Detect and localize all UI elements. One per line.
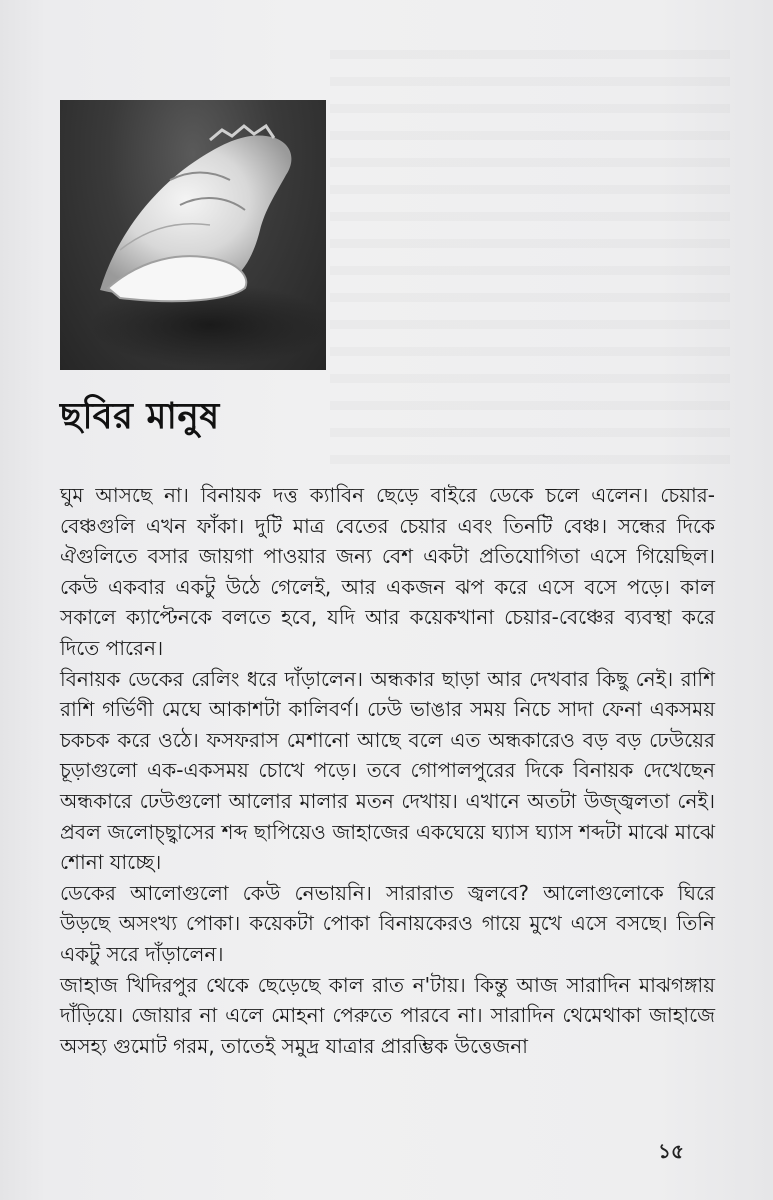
paragraph: ঘুম আসছে না। বিনায়ক দত্ত ক্যাবিন ছেড়ে বাইরে ডেকে চলে এলেন। চেয়ার-বেঞ্চগুলি এখন ফাঁকা। দুটি মাত্র বেতের চেয়ার এবং তিনটি বেঞ্চ। সন্ধের দিকে ঐগুলিতে বসার জায়গা পাওয়ার জন্য বেশ একটা প্রতিযোগিতা এসে গিয়েছিল। কেউ একবার একটু উঠে গেলেই, আর একজন ঝপ করে এসে বসে পড়ে। কাল সকালে ক্যাপ্টেনকে বলতে হবে, যদি আর কয়েকখানা চেয়ার-বেঞ্চের ব্যবস্থা করে দিতে পারেন।	[60, 483, 715, 660]
conch-shell-icon	[60, 100, 326, 370]
paragraph: বিনায়ক ডেকের রেলিং ধরে দাঁড়ালেন। অন্ধকার ছাড়া আর দেখবার কিছু নেই। রাশি রাশি গর্ভিণী মেঘে আকাশটা কালিবর্ণ। ঢেউ ভাঙার সময় নিচে সাদা ফেনা একসময় চকচক করে ওঠে। ফসফরাস মেশানো আছে বলে এত অন্ধকারেও বড় বড় ঢেউয়ের চূড়াগুলো এক-একসময় চোখে পড়ে। তবে গোপালপুরের দিকে বিনায়ক দেখেছেন অন্ধকারে ঢেউগুলো আলোর মালার মতন দেখায়। এখানে অতটা উজ্জ্বলতা নেই। প্রবল জলোচ্ছ্বাসের শব্দ ছাপিয়েও জাহাজের একঘেয়ে ঘ্যাস ঘ্যাস শব্দটা মাঝে মাঝে শোনা যাচ্ছে।	[60, 666, 715, 875]
paragraph: জাহাজ খিদিরপুর থেকে ছেড়েছে কাল রাত ন'টায়। কিন্তু আজ সারাদিন মাঝগঙ্গায় দাঁড়িয়ে। জোয়ার না এলে মোহনা পেরুতে পারবে না। সারাদিন থেমেথাকা জাহাজে অসহ্য গুমোট গরম, তাতেই সমুদ্র যাত্রার প্রারম্ভিক উত্তেজনা	[60, 972, 715, 1058]
body-text	[60, 480, 715, 1061]
paragraph: ডেকের আলোগুলো কেউ নেভায়নি। সারারাত জ্বলবে? আলোগুলোকে ঘিরে উড়ছে অসংখ্য পোকা। কয়েকটা পোকা বিনায়কেরও গায়ে মুখে এসে বসছে। তিনি একটু সরে দাঁড়ালেন।	[60, 880, 715, 966]
page-number: ১৫	[658, 1139, 684, 1163]
conch-shell-photo	[60, 100, 326, 370]
chapter-title: ছবির মানুষ	[60, 396, 220, 437]
show-through-text	[330, 50, 730, 470]
